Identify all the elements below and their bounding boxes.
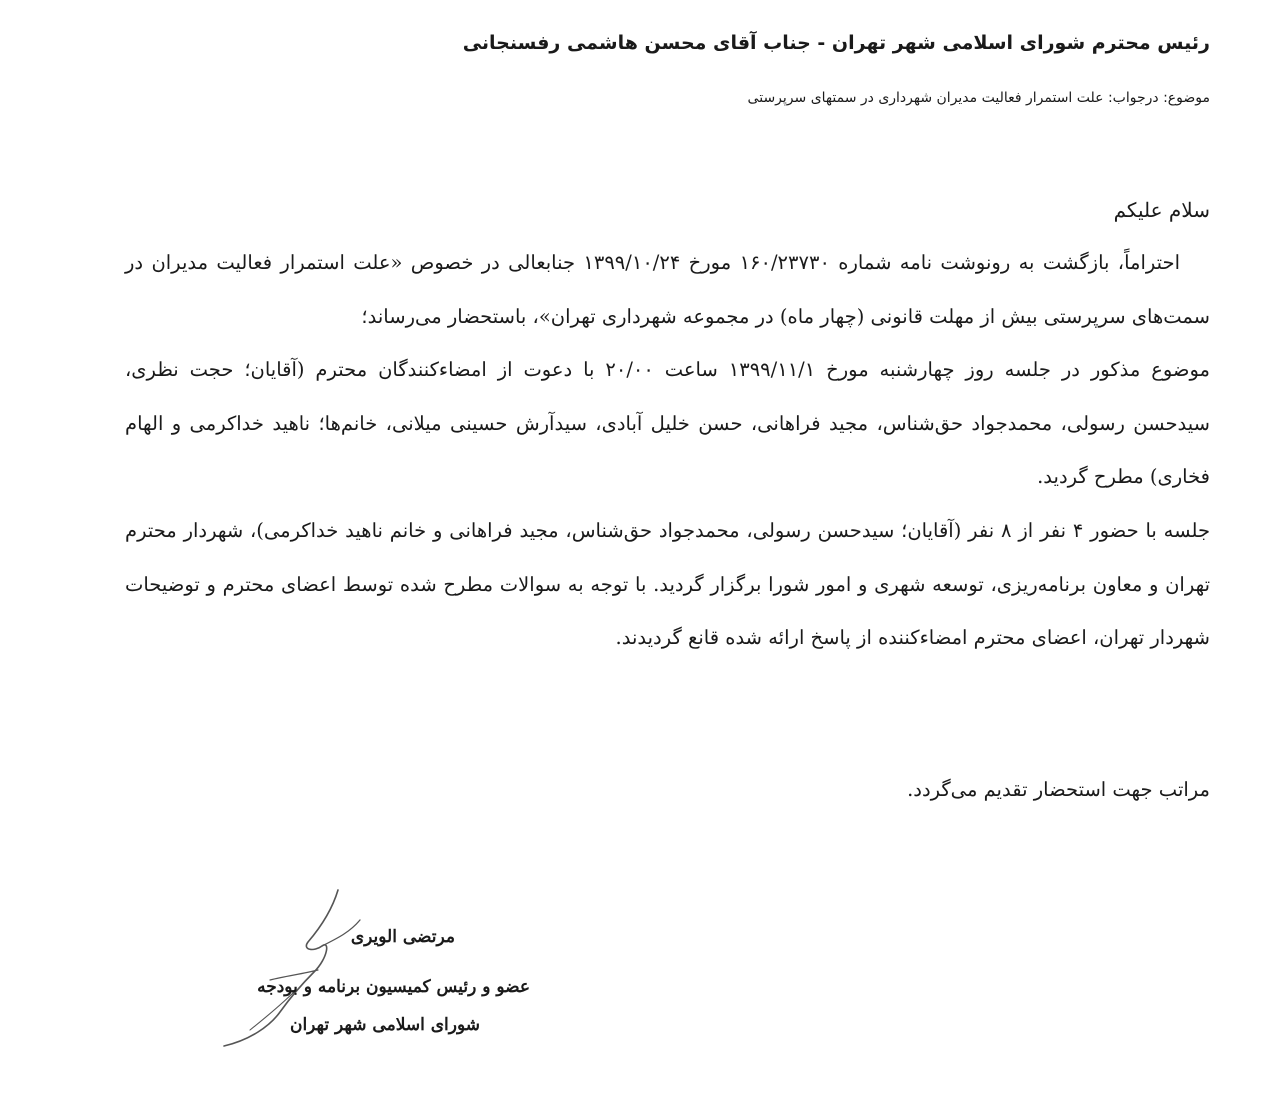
paragraph-reference: احتراماً، بازگشت به رونوشت نامه شماره ۱۶۰/۲۳۷۳۰ مورخ ۱۳۹۹/۱۰/۲۴ جنابعالی در خصوص «علت استمرار فعالیت مدیران در سمت‌های سرپرستی بیش از مهلت قانونی (چهار ماه) در مجموعه شهرداری تهران»، باستحضار می‌رساند؛ — [125, 251, 1210, 328]
signature-block — [180, 925, 550, 1065]
signer-name: مرتضی الویری — [350, 927, 455, 947]
closing-line: مراتب جهت استحضار تقدیم می‌گردد. — [907, 778, 1210, 801]
letter-body — [125, 236, 1210, 665]
greeting: سلام علیکم — [1113, 198, 1210, 222]
signer-title: عضو و رئیس کمیسیون برنامه و بودجه — [257, 977, 530, 997]
paragraph-outcome: جلسه با حضور ۴ نفر از ۸ نفر (آقایان؛ سیدحسن رسولی، محمدجواد حق‌شناس، مجید فراهانی و خانم ناهید خداکرمی)، شهردار محترم تهران و معاون برنامه‌ریزی، توسعه شهری و امور شورا برگزار گردید. با توجه به سوالات مطرح شده توسط اعضای محترم و توضیحات شهردار تهران، اعضای محترم امضاءکننده از پاسخ ارائه شده قانع گردیدند. — [125, 518, 1210, 650]
paragraph-meeting: موضوع مذکور در جلسه روز چهارشنبه مورخ ۱۳۹۹/۱۱/۱ ساعت ۲۰/۰۰ با دعوت از امضاءکنندگان محترم (آقایان؛ حجت نظری، سیدحسن رسولی، محمدجواد حق‌شناس، مجید فراهانی، حسن خلیل آبادی، سیدآرش حسینی میلانی، خانم‌ها؛ ناهید خداکرمی و الهام فخاری) مطرح گردید. — [125, 358, 1211, 489]
addressee-line: رئیس محترم شورای اسلامی شهر تهران - جناب آقای محسن هاشمی رفسنجانی — [462, 32, 1210, 54]
subject-line: موضوع: درجواب: علت استمرار فعالیت مدیران شهرداری در سمتهای سرپرستی — [747, 90, 1210, 106]
signer-organization: شورای اسلامی شهر تهران — [289, 1015, 480, 1035]
